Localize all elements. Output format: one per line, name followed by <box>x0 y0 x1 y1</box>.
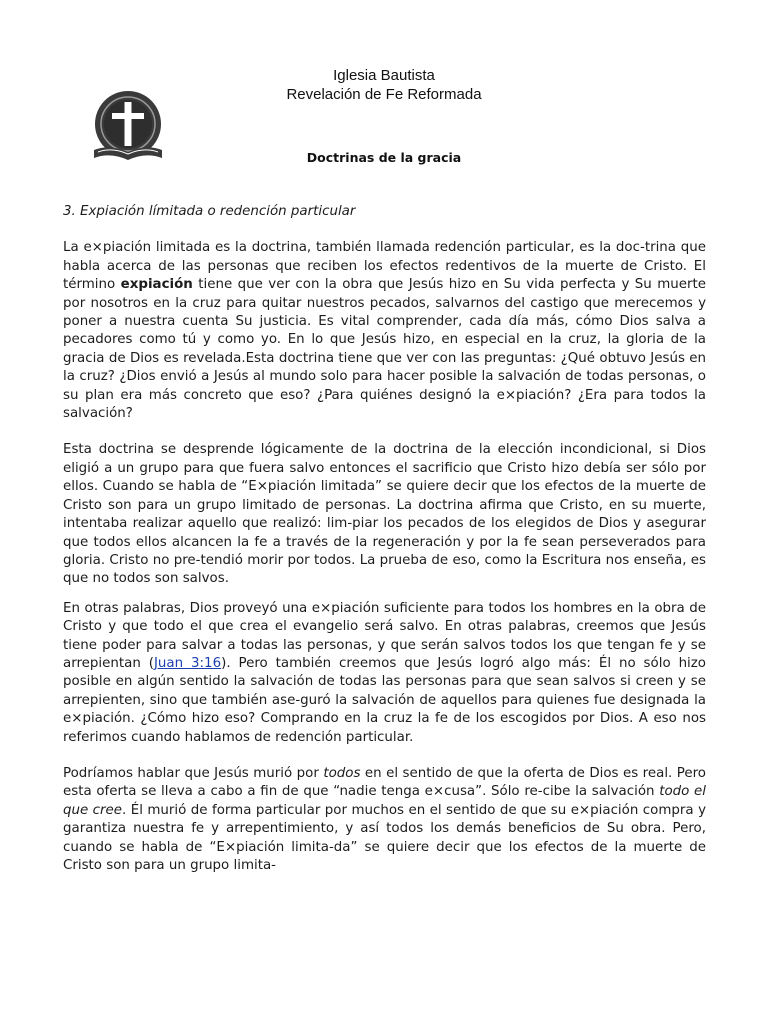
paragraph-2: Esta doctrina se desprende lógicamente de la doctrina de la elección incondicional, si Dios eligió a un grupo para que fuera salvo entonces el sacrificio que Cristo hizo debía ser sólo por ellos. Cuando se habla de “E×piación limitada” se quiere decir que los efectos de la muerte de Cristo son para un grupo limitado de personas. La doctrina afirma que Cristo, en su muerte, intentaba realizar aquello que realizó: lim-piar los pecados de los elegidos de Dios y asegurar que todos ellos alcancen la fe a través de la regeneración y por la fe sean perseverados para gloria. Cristo no pre-tendió morir por todos. La prueba de eso, como la Escritura nos enseña, es que no todos son salvos. <box>63 442 706 587</box>
paragraph-3-text-a: En otras palabras, Dios proveyó una e×piación suficiente para todos los hombres en la obra de Cristo y que todo el que crea el evangelio será salvo. En otras palabras, creemos que Jesús tiene poder para salvar a todas las personas, y que serán salvos todos los que tengan fe y se arrepientan ( <box>63 600 706 671</box>
scripture-link[interactable]: Juan 3:16 <box>153 655 222 671</box>
section-heading: 3. Expiación límitada o redención particular <box>63 204 356 219</box>
document-title: Doctrinas de la gracia <box>306 150 462 165</box>
church-name: Iglesia Bautista <box>333 67 435 84</box>
term-expiacion: expiación <box>120 277 193 293</box>
paragraph-4 <box>63 765 706 875</box>
paragraph-4-text-a: Podríamos hablar que Jesús murió por <box>63 765 324 781</box>
paragraph-4-text-c: . Él murió de forma particular por muchos en el sentido de que su e×piación compra y garantiza nuestra fe y arrepentimiento, y así todos los demás beneficios de Su obra. Pero, cuando se habla de “E×piación limita-da” se quiere decir que los efectos de la muerte de Cristo son para un grupo limita- <box>63 802 706 873</box>
document-header <box>0 66 768 104</box>
emphasis-todo-el-que-cree: todo el que cree <box>63 784 706 818</box>
paragraph-3 <box>63 600 706 747</box>
church-subtitle: Revelación de Fe Reformada <box>286 86 482 103</box>
document-body <box>63 203 706 893</box>
paragraph-3-text-b: ). Pero también creemos que Jesús logró algo más: Él no sólo hizo posible en algún sentido la salvación de todas las personas para que sean salvos si creen y se arrepienten, sino que también ase-guró la salvación de aquellos para quienes fue designada la e×piación. ¿Cómo hizo eso? Comprando en la cruz la fe de los escogidos por Dios. A eso nos referimos cuando hablamos de redención particular. <box>63 655 706 745</box>
paragraph-1-text-b: tiene que ver con la obra que Jesús hizo en Su vida perfecta y Su muerte por nosotros en la cruz para quitar nuestros pecados, salvarnos del castigo que merecemos y poner a nuestra cuenta Su justicia. Es vital comprender, cada día más, cómo Dios salva a pecadores como tú y como yo. En lo que Jesús hizo, en especial en la cruz, la gloria de la gracia de Dios es revelada.Esta doctrina tiene que ver con las preguntas: ¿Qué obtuvo Jesús en la cruz? ¿Dios envió a Jesús al mundo solo para hacer posible la salvación de todas personas, o su plan era más concreto que eso? ¿Para quiénes designó la e×piación? ¿Era para todos la salvación? <box>63 277 706 422</box>
paragraph-1-text-a: La e×piación limitada es la doctrina, también llamada redención particular, es la doc-trina que habla acerca de las personas que reciben los efectos redentivos de la muerte de Cristo. El término <box>63 240 706 293</box>
paragraph-4-text-b: en el sentido de que la oferta de Dios es real. Pero esta oferta se lleva a cabo a fin de que “nadie tenga e×cusa”. Sólo re-cibe la salvación <box>63 765 706 800</box>
emphasis-todos: todos <box>323 765 361 781</box>
paragraph-1 <box>63 239 706 423</box>
